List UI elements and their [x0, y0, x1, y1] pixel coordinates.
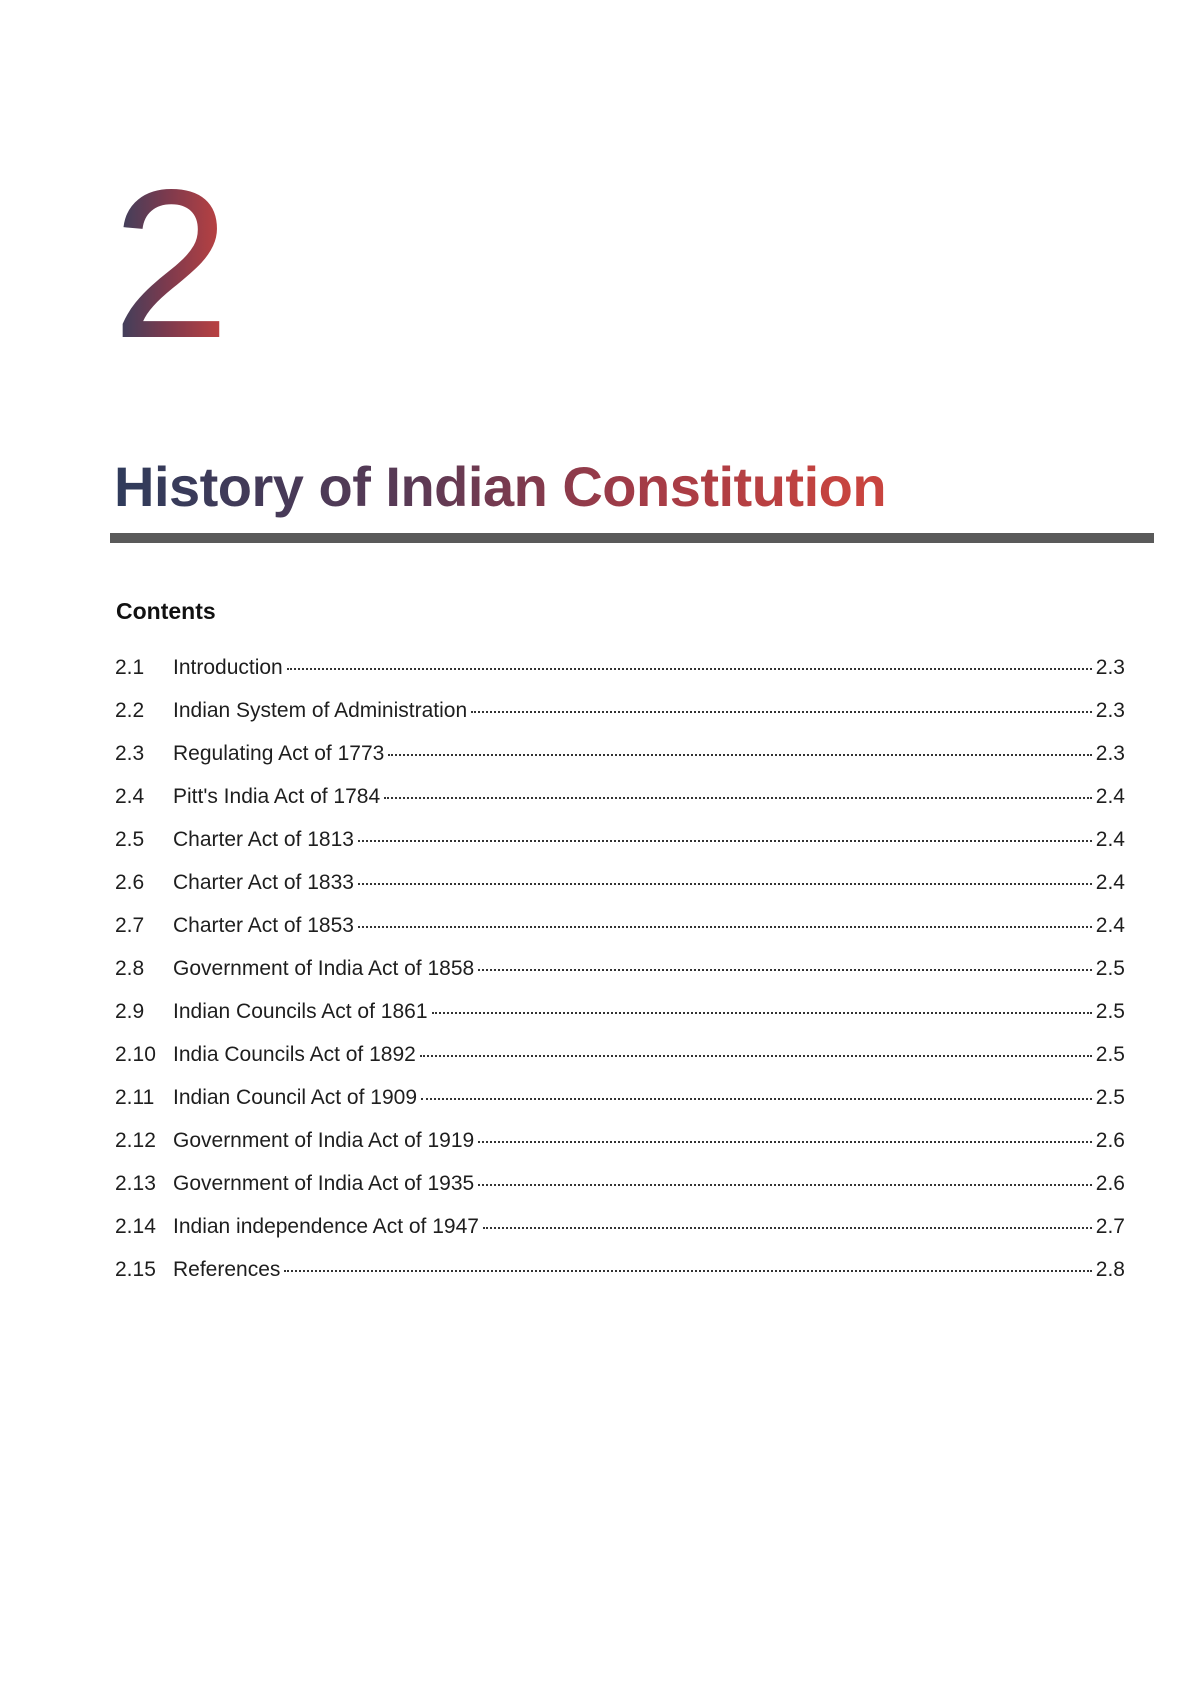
toc-entry-number: 2.4: [115, 785, 145, 808]
toc-entry[interactable]: [115, 957, 1125, 1000]
toc-entry-page: 2.4: [1095, 785, 1125, 808]
toc-entry[interactable]: [115, 914, 1125, 957]
toc-entry-number: 2.11: [115, 1086, 155, 1109]
toc-dot-leader: [358, 926, 1092, 928]
toc-entry-page: 2.3: [1095, 699, 1125, 722]
toc-entry-page: 2.3: [1095, 742, 1125, 765]
toc-entry-label: Introduction: [173, 656, 283, 679]
title-divider: [110, 533, 1154, 543]
toc-entry[interactable]: [115, 1172, 1125, 1215]
toc-entry-number: 2.2: [115, 699, 145, 722]
table-of-contents: [115, 656, 1125, 1301]
toc-dot-leader: [384, 797, 1092, 799]
toc-entry-label: References: [173, 1258, 281, 1281]
toc-entry-page: 2.5: [1095, 1086, 1125, 1109]
toc-dot-leader: [432, 1012, 1092, 1014]
contents-heading: Contents: [116, 598, 216, 624]
chapter-title: History of Indian Constitution: [114, 455, 887, 518]
toc-entry-label: Government of India Act of 1858: [173, 957, 475, 980]
toc-dot-leader: [420, 1055, 1092, 1057]
toc-entry-page: 2.6: [1095, 1129, 1125, 1152]
toc-entry-label: Government of India Act of 1919: [173, 1129, 475, 1152]
toc-dot-leader: [284, 1270, 1091, 1272]
toc-entry-label: Pitt's India Act of 1784: [173, 785, 381, 808]
toc-entry[interactable]: [115, 699, 1125, 742]
toc-entry[interactable]: [115, 1000, 1125, 1043]
toc-entry-number: 2.13: [115, 1172, 156, 1195]
toc-entry-label: Indian independence Act of 1947: [173, 1215, 479, 1238]
toc-entry-label: Regulating Act of 1773: [173, 742, 385, 765]
toc-dot-leader: [358, 883, 1092, 885]
toc-entry-label: Charter Act of 1833: [173, 871, 354, 894]
toc-entry[interactable]: [115, 1215, 1125, 1258]
toc-entry-page: 2.4: [1095, 914, 1125, 937]
toc-entry-label: India Councils Act of 1892: [173, 1043, 416, 1066]
toc-entry[interactable]: [115, 785, 1125, 828]
toc-entry[interactable]: [115, 828, 1125, 871]
chapter-number: 2: [112, 145, 230, 382]
toc-entry-number: 2.5: [115, 828, 145, 851]
toc-entry-number: 2.14: [115, 1215, 156, 1238]
toc-entry-page: 2.4: [1095, 871, 1125, 894]
toc-entry[interactable]: [115, 656, 1125, 699]
toc-entry-page: 2.5: [1095, 1000, 1125, 1023]
toc-entry[interactable]: [115, 871, 1125, 914]
toc-entry-page: 2.6: [1095, 1172, 1125, 1195]
toc-dot-leader: [287, 668, 1092, 670]
toc-dot-leader: [421, 1098, 1092, 1100]
toc-entry-page: 2.5: [1095, 1043, 1125, 1066]
toc-entry-page: 2.3: [1095, 656, 1125, 679]
toc-entry-number: 2.6: [115, 871, 145, 894]
toc-entry-number: 2.3: [115, 742, 145, 765]
toc-dot-leader: [483, 1227, 1092, 1229]
toc-entry-number: 2.8: [115, 957, 145, 980]
toc-dot-leader: [471, 711, 1092, 713]
toc-entry[interactable]: [115, 1086, 1125, 1129]
toc-entry[interactable]: [115, 1129, 1125, 1172]
toc-dot-leader: [478, 1141, 1092, 1143]
toc-entry-number: 2.10: [115, 1043, 156, 1066]
toc-dot-leader: [358, 840, 1092, 842]
toc-entry-label: Charter Act of 1853: [173, 914, 354, 937]
toc-entry-number: 2.7: [115, 914, 145, 937]
toc-entry[interactable]: [115, 1043, 1125, 1086]
toc-entry-page: 2.5: [1095, 957, 1125, 980]
toc-entry-number: 2.12: [115, 1129, 156, 1152]
toc-entry-label: Indian System of Administration: [173, 699, 468, 722]
toc-entry-number: 2.15: [115, 1258, 156, 1281]
toc-dot-leader: [478, 969, 1092, 971]
toc-entry-label: Charter Act of 1813: [173, 828, 354, 851]
toc-entry-label: Indian Council Act of 1909: [173, 1086, 418, 1109]
toc-entry-number: 2.9: [115, 1000, 145, 1023]
toc-entry-label: Government of India Act of 1935: [173, 1172, 475, 1195]
toc-entry-number: 2.1: [115, 656, 145, 679]
toc-entry-page: 2.7: [1095, 1215, 1125, 1238]
toc-dot-leader: [478, 1184, 1092, 1186]
toc-dot-leader: [388, 754, 1091, 756]
toc-entry[interactable]: [115, 742, 1125, 785]
toc-entry-page: 2.8: [1095, 1258, 1125, 1281]
toc-entry-label: Indian Councils Act of 1861: [173, 1000, 428, 1023]
toc-entry-page: 2.4: [1095, 828, 1125, 851]
toc-entry[interactable]: [115, 1258, 1125, 1301]
